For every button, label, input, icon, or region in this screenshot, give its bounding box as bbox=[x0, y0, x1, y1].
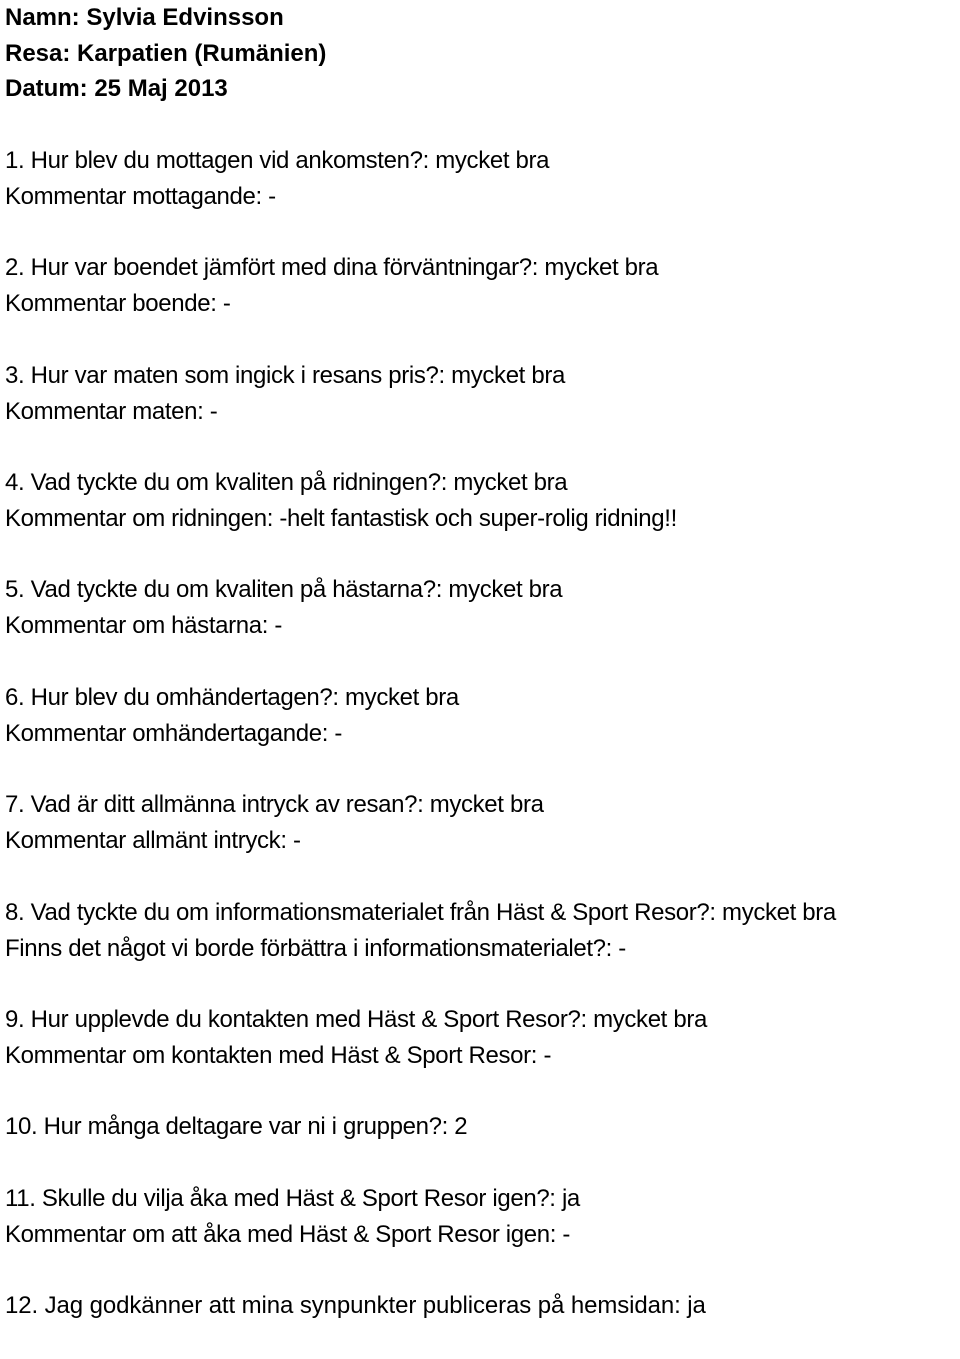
comment-text: Kommentar om ridningen: -helt fantastisk och super-rolig ridning!! bbox=[5, 504, 677, 532]
comment-text: Kommentar mottagande: - bbox=[5, 182, 276, 210]
date-line: Datum: 25 Maj 2013 bbox=[5, 75, 228, 103]
question-text: 12. Jag godkänner att mina synpunkter publiceras på hemsidan: ja bbox=[5, 1292, 706, 1320]
comment-text: Kommentar om att åka med Häst & Sport Resor igen: - bbox=[5, 1220, 571, 1248]
question-text: 4. Vad tyckte du om kvaliten på ridningen?: mycket bra bbox=[5, 468, 568, 496]
document bbox=[5, 0, 957, 1359]
comment-text: Finns det något vi borde förbättra i informationsmaterialet?: - bbox=[5, 934, 626, 962]
question-text: 9. Hur upplevde du kontakten med Häst & Sport Resor?: mycket bra bbox=[5, 1005, 707, 1033]
question-text: 7. Vad är ditt allmänna intryck av resan?: mycket bra bbox=[5, 791, 544, 819]
question-block-1 bbox=[5, 143, 957, 215]
question-block-12 bbox=[5, 1288, 957, 1324]
question-block-9 bbox=[5, 1002, 957, 1074]
comment-text: Kommentar allmänt intryck: - bbox=[5, 827, 301, 855]
question-block-10 bbox=[5, 1109, 957, 1145]
question-block-6 bbox=[5, 680, 957, 752]
header-block bbox=[5, 0, 957, 107]
question-text: 5. Vad tyckte du om kvaliten på hästarna?: mycket bra bbox=[5, 576, 563, 604]
question-text: 8. Vad tyckte du om informationsmaterialet från Häst & Sport Resor?: mycket bra bbox=[5, 898, 836, 926]
question-block-2 bbox=[5, 250, 957, 322]
name-line: Namn: Sylvia Edvinsson bbox=[5, 4, 284, 31]
comment-text: Kommentar boende: - bbox=[5, 290, 231, 318]
comment-text: Kommentar om kontakten med Häst & Sport Resor: - bbox=[5, 1041, 552, 1069]
comment-text: Kommentar omhändertagande: - bbox=[5, 719, 343, 747]
question-block-4 bbox=[5, 465, 957, 537]
comment-text: Kommentar om hästarna: - bbox=[5, 612, 283, 640]
comment-text: Kommentar maten: - bbox=[5, 397, 218, 425]
question-block-11 bbox=[5, 1181, 957, 1253]
trip-line: Resa: Karpatien (Rumänien) bbox=[5, 39, 327, 67]
question-text: 2. Hur var boendet jämfört med dina förväntningar?: mycket bra bbox=[5, 254, 659, 282]
question-text: 10. Hur många deltagare var ni i gruppen?: 2 bbox=[5, 1113, 468, 1141]
question-block-5 bbox=[5, 572, 957, 644]
question-text: 3. Hur var maten som ingick i resans pris?: mycket bra bbox=[5, 361, 565, 389]
question-block-8 bbox=[5, 895, 957, 967]
question-text: 1. Hur blev du mottagen vid ankomsten?: mycket bra bbox=[5, 146, 550, 174]
question-block-7 bbox=[5, 787, 957, 859]
question-block-3 bbox=[5, 358, 957, 430]
question-text: 6. Hur blev du omhändertagen?: mycket bra bbox=[5, 683, 459, 711]
question-text: 11. Skulle du vilja åka med Häst & Sport Resor igen?: ja bbox=[5, 1184, 580, 1212]
